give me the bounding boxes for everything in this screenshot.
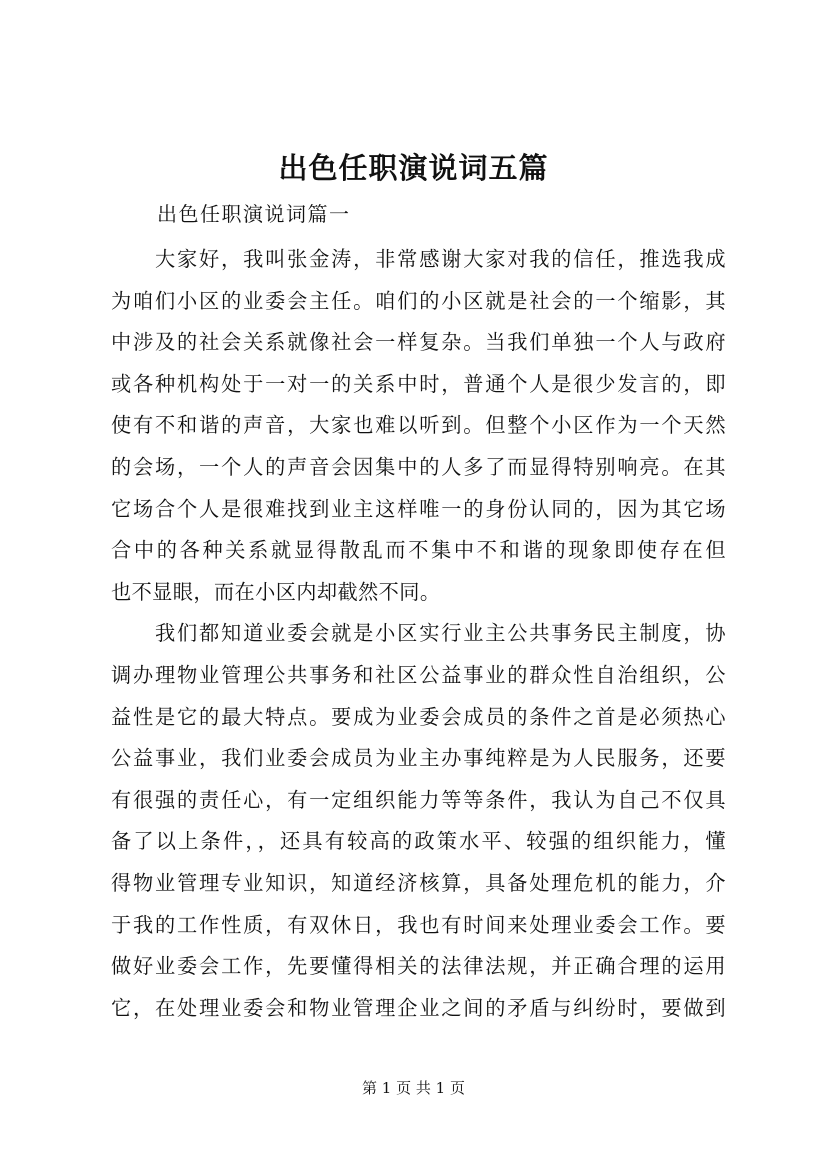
text-line: 益性是它的最大特点。要成为业委会成员的条件之首是必须热心 <box>111 704 726 729</box>
text-line: 公益事业，我们业委会成员为业主办事纯粹是为人民服务，还要 <box>111 746 726 771</box>
text-line: 为咱们小区的业委会主任。咱们的小区就是社会的一个缩影，其 <box>111 288 726 313</box>
text-line: 备了以上条件，，还具有较高的政策水平、较强的组织能力，懂 <box>111 829 726 854</box>
text-line: 它，在处理业委会和物业管理企业之间的矛盾与纠纷时，要做到 <box>111 995 726 1020</box>
document-body <box>111 239 726 1029</box>
document-title: 出色任职演说词五篇 <box>278 151 549 185</box>
section-heading: 出色任职演说词篇一 <box>157 202 351 226</box>
text-line: 有很强的责任心，有一定组织能力等等条件，我认为自己不仅具 <box>111 787 726 812</box>
text-line: 大家好，我叫张金涛，非常感谢大家对我的信任，推选我成 <box>155 247 726 271</box>
text-line: 合中的各种关系就显得散乱而不集中不和谐的现象即使存在但 <box>111 538 726 563</box>
text-line: 调办理物业管理公共事务和社区公益事业的群众性自治组织，公 <box>111 662 726 687</box>
text-line: 做好业委会工作，先要懂得相关的法律法规，并正确合理的运用 <box>111 954 726 979</box>
page-footer: 第 1 页 共 1 页 <box>362 1079 465 1097</box>
text-line: 也不显眼，而在小区内却截然不同。 <box>111 579 441 604</box>
text-line: 的会场，一个人的声音会因集中的人多了而显得特别响亮。在其 <box>111 454 726 479</box>
text-line: 我们都知道业委会就是小区实行业主公共事务民主制度，协 <box>155 621 726 646</box>
text-line: 于我的工作性质，有双休日，我也有时间来处理业委会工作。要 <box>111 912 726 937</box>
text-line: 中涉及的社会关系就像社会一样复杂。当我们单独一个人与政府 <box>111 330 726 355</box>
text-line: 或各种机构处于一对一的关系中时，普通个人是很少发言的，即 <box>111 371 726 396</box>
text-line: 使有不和谐的声音，大家也难以听到。但整个小区作为一个天然 <box>111 413 726 438</box>
text-line: 它场合个人是很难找到业主这样唯一的身份认同的，因为其它场 <box>111 496 726 521</box>
text-line: 得物业管理专业知识，知道经济核算，具备处理危机的能力，介 <box>111 870 726 895</box>
